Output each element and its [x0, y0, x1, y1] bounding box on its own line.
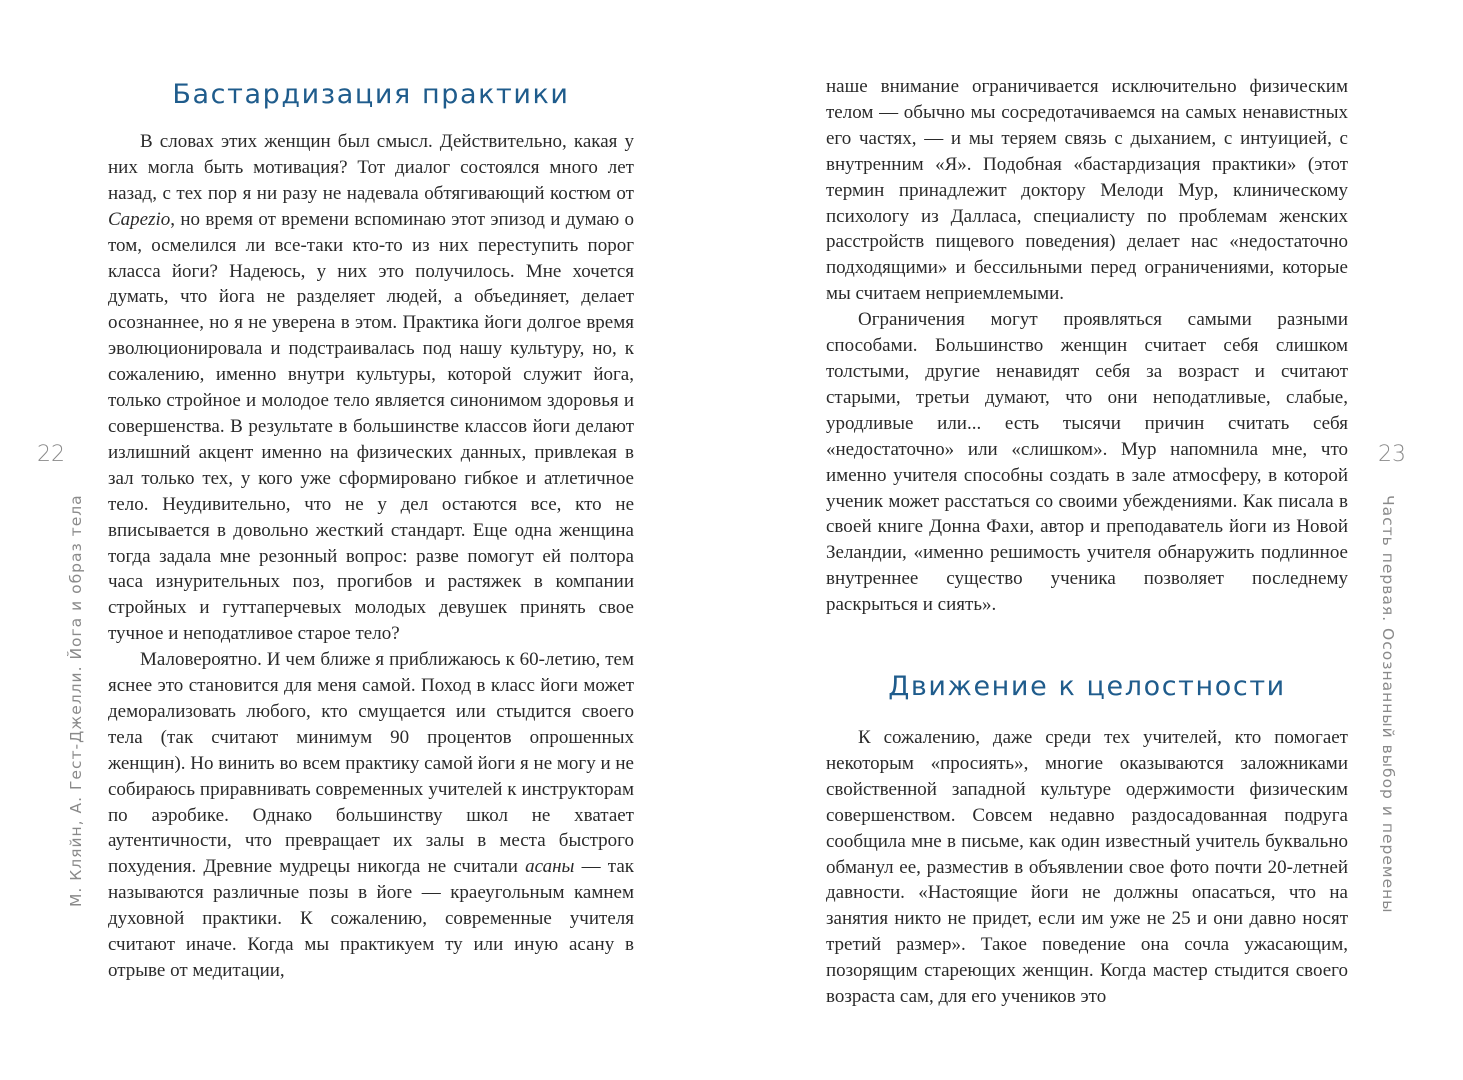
text-column: [826, 74, 1348, 1010]
paragraph: [826, 725, 1348, 1010]
text-run: , но время от времени вспоминаю этот эпизод и думаю о том, осмелился ли все-таки кто-то из них переступить порог класса йоги? Надеюсь, у них это получилось. Мне хочется думать, что йога не разделяет людей, а объединяет, делает осознаннее, но я не уверена в этом. Практика йоги долгое время эволюционировала и подстраивалась под нашу культуру, но, к сожалению, именно внутри культуры, которой служит йога, только стройное и молодое тело является синонимом здоровья и совершенства. В результате в большинстве классов йоги делают излишний акцент именно на физических данных, привлекая в зал только тех, у кого уже сформировано гибкое и атлетичное тело. Неудивительно, что не у дел остаются все, кто не вписывается в довольно жесткий стандарт. Еще одна женщина тогда задала мне резонный вопрос: разве помогут ей полтора часа изнурительных поз, прогибов и растяжек в компании стройных и гуттаперчевых молодых девушек принять свое тучное и неподатливое старое тело?: [108, 208, 634, 645]
section-heading: Движение к целостности: [888, 671, 1286, 703]
paragraph: [108, 129, 634, 647]
text-run: К сожалению, даже среди тех учителей, кто помогает некоторым «просиять», многие оказываются заложниками свойственной западной культуре одержимости физическим совершенством. Совсем недавно раздосадованная подруга сообщила мне в письме, как один известный учитель буквально обманул ее, разместив в объявлении свое фото почти 20-летней давности. «Настоящие йоги не должны опасаться, что на занятия никто не придет, если им уже не 25 и они давно носят третий размер». Такое поведение она сочла ужасающим, позорящим стареющих женщин. Когда мастер стыдится своего возраста сам, для его учеников это: [826, 727, 1348, 1008]
right-page: [732, 0, 1463, 1080]
paragraph: [826, 74, 1348, 307]
page-number: 23: [1378, 442, 1406, 467]
text-column: [108, 78, 634, 984]
paragraph: [826, 307, 1348, 618]
italic-text: асаны: [525, 856, 575, 878]
italic-text: Capezio: [108, 208, 171, 230]
text-run: — так называются различные позы в йоге — краеугольным камнем духовной практики. К сожалению, современные учителя считают иначе. Когда мы практикуем ту или иную асану в отрыве от медитации,: [108, 856, 634, 981]
text-run: Маловероятно. И чем ближе я приближаюсь к 60-летию, тем яснее это становится для меня самой. Поход в класс йоги может деморализовать любого, кто смущается или стыдится своего тела (так считают минимум 90 процентов опрошенных женщин). Но винить во всем практику самой йоги я не могу и не собираюсь приравнивать современных учителей к инструкторам по аэробике. Однако большинству школ не хватает аутентичности, что превращает их залы в места быстрого похудения. Древние мудрецы никогда не считали: [108, 649, 634, 878]
section-heading: Бастардизация практики: [172, 79, 570, 110]
left-page: [0, 0, 731, 1080]
paragraph: [108, 647, 634, 984]
running-head: М. Кляйн, А. Гест-Джелли. Йога и образ тела: [67, 494, 85, 907]
text-run: Ограничения могут проявляться самыми разными способами. Большинство женщин считает себя слишком толстыми, другие ненавидят себя за возраст и считают старыми, третьи думают, что они неподатливые, слабые, уродливые или... есть тысячи причин считать себя «недостаточно» или «слишком». Мур напомнила мне, что именно учителя способны создать в зале атмосферу, в которой ученик может расстаться со своими убеждениями. Как писала в своей книге Донна Фахи, автор и преподаватель йоги из Новой Зеландии, «именно решимость учителя обнаружить подлинное внутреннее существо ученика позволяет последнему раскрыться и сиять».: [826, 309, 1348, 616]
text-run: наше внимание ограничивается исключительно физическим телом — обычно мы сосредотачиваемся на самых ненавистных его частях, — и мы теряем связь с дыханием, с интуицией, с внутренним «Я». Подобная «бастардизация практики» (этот термин принадлежит доктору Мелоди Мур, клиническому психологу из Далласа, специалисту по проблемам женских расстройств пищевого поведения) делает нас «недостаточно подходящими» и бессильными перед ограничениями, которые мы считаем неприемлемыми.: [826, 76, 1348, 305]
running-head: Часть первая. Осознанный выбор и перемены: [1379, 495, 1397, 914]
text-run: В словах этих женщин был смысл. Действительно, какая у них могла быть мотивация? Тот диалог состоялся много лет назад, с тех пор я ни разу не надевала обтягивающий костюм от: [108, 131, 634, 204]
page-number: 22: [37, 442, 65, 467]
